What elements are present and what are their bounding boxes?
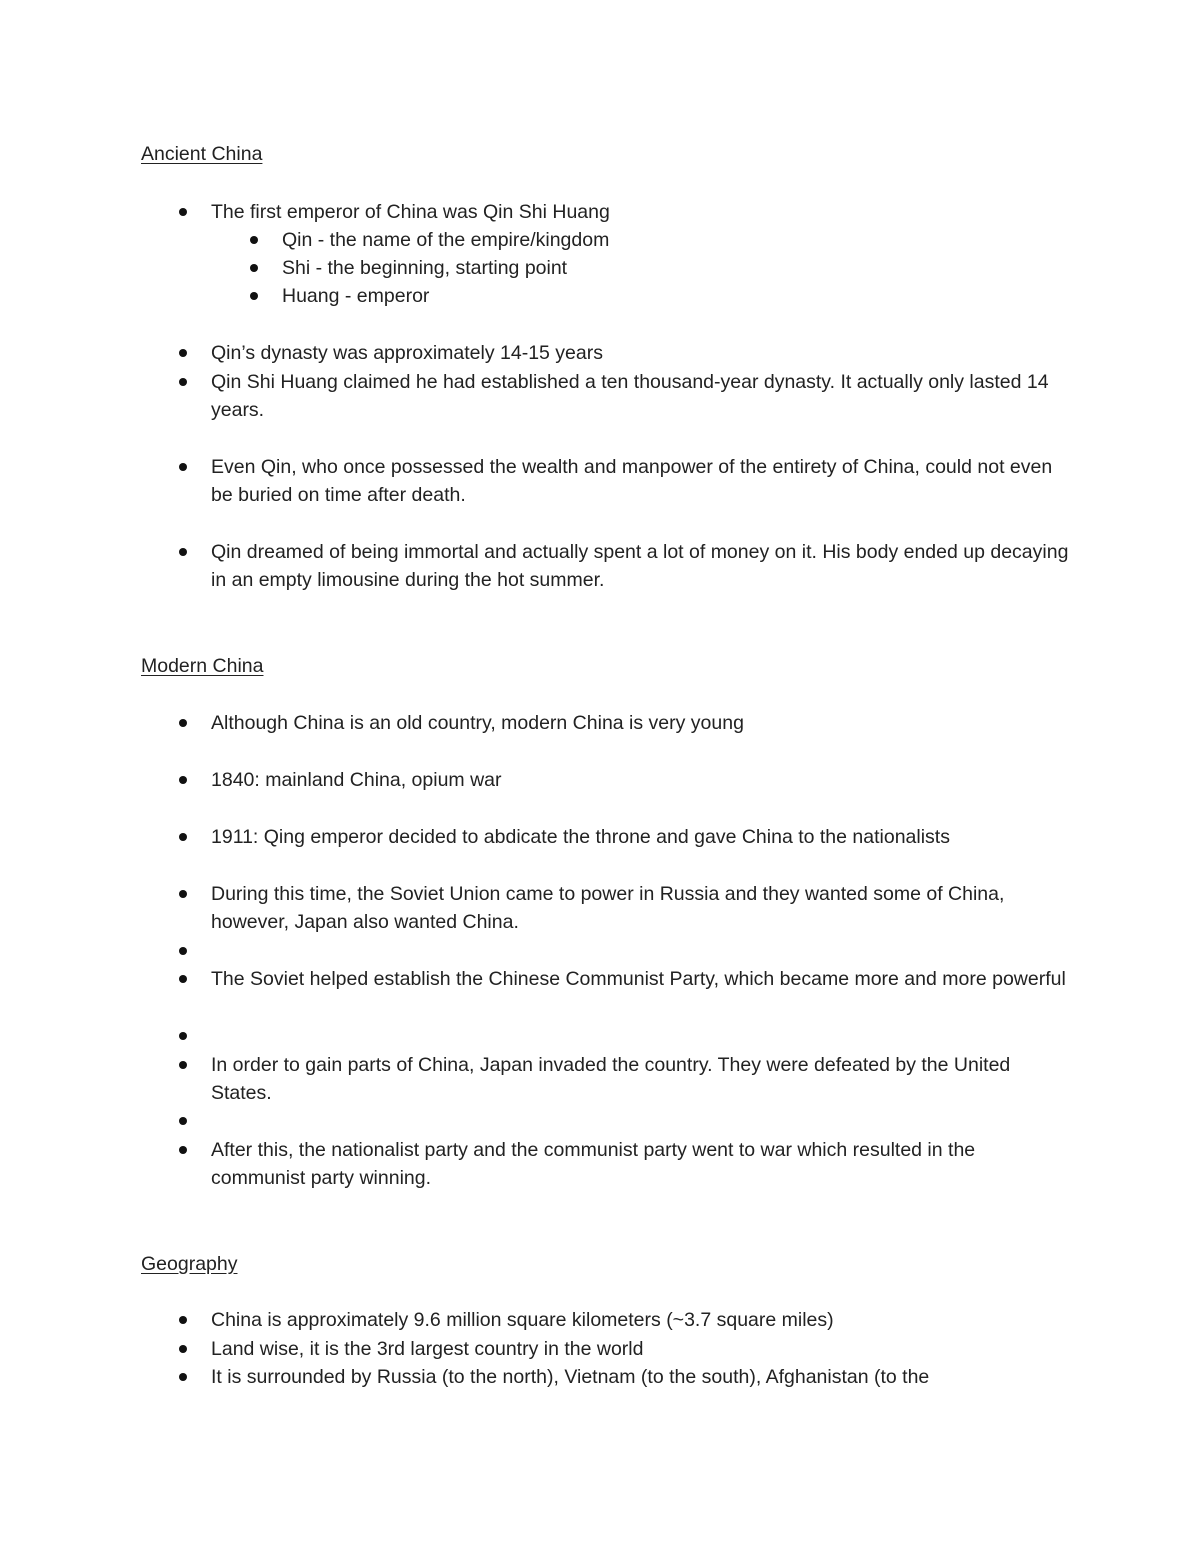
list-item: It is surrounded by Russia (to the north), Vietnam (to the south), Afghanistan (to the	[211, 1363, 1071, 1391]
bullet-icon	[179, 947, 187, 955]
list-item: The first emperor of China was Qin Shi Huang	[211, 198, 1071, 226]
list-item: After this, the nationalist party and the communist party went to war which resulted in the communist party winning.	[211, 1136, 1071, 1193]
bullet-icon	[179, 349, 187, 357]
section-heading-geography: Geography	[141, 1253, 238, 1275]
bullet-icon	[179, 1316, 187, 1324]
bullet-icon	[179, 378, 187, 386]
bullet-icon	[250, 264, 258, 272]
list-item: Qin dreamed of being immortal and actually spent a lot of money on it. His body ended up decaying in an empty limousine during the hot summer.	[211, 538, 1071, 595]
section-heading-modern-china: Modern China	[141, 655, 264, 677]
list-item: Even Qin, who once possessed the wealth and manpower of the entirety of China, could not even be buried on time after death.	[211, 453, 1071, 510]
list-item: 1911: Qing emperor decided to abdicate the throne and gave China to the nationalists	[211, 823, 1071, 851]
bullet-icon	[250, 236, 258, 244]
bullet-icon	[250, 292, 258, 300]
bullet-icon	[179, 1117, 187, 1125]
list-item: In order to gain parts of China, Japan invaded the country. They were defeated by the United States.	[211, 1051, 1071, 1108]
list-item: Qin’s dynasty was approximately 14-15 years	[211, 339, 1071, 367]
list-item: Land wise, it is the 3rd largest country in the world	[211, 1335, 1071, 1363]
list-item-nested: Qin - the name of the empire/kingdom	[282, 226, 1062, 254]
bullet-icon	[179, 975, 187, 983]
bullet-icon	[179, 776, 187, 784]
bullet-icon	[179, 1345, 187, 1353]
bullet-icon	[179, 1032, 187, 1040]
bullet-icon	[179, 208, 187, 216]
list-item: The Soviet helped establish the Chinese Communist Party, which became more and more powerful	[211, 965, 1071, 993]
bullet-icon	[179, 1146, 187, 1154]
list-item-nested: Huang - emperor	[282, 282, 1062, 310]
list-item: Although China is an old country, modern China is very young	[211, 709, 1071, 737]
bullet-icon	[179, 1373, 187, 1381]
list-item: 1840: mainland China, opium war	[211, 766, 1071, 794]
bullet-icon	[179, 833, 187, 841]
bullet-icon	[179, 1061, 187, 1069]
section-heading-ancient-china: Ancient China	[141, 143, 263, 165]
list-item: During this time, the Soviet Union came to power in Russia and they wanted some of China, however, Japan also wanted China.	[211, 880, 1071, 937]
list-item: Qin Shi Huang claimed he had established a ten thousand-year dynasty. It actually only lasted 14 years.	[211, 368, 1071, 425]
bullet-icon	[179, 463, 187, 471]
bullet-icon	[179, 890, 187, 898]
bullet-icon	[179, 548, 187, 556]
bullet-icon	[179, 719, 187, 727]
list-item: China is approximately 9.6 million square kilometers (~3.7 square miles)	[211, 1306, 1071, 1334]
list-item-nested: Shi - the beginning, starting point	[282, 254, 1062, 282]
